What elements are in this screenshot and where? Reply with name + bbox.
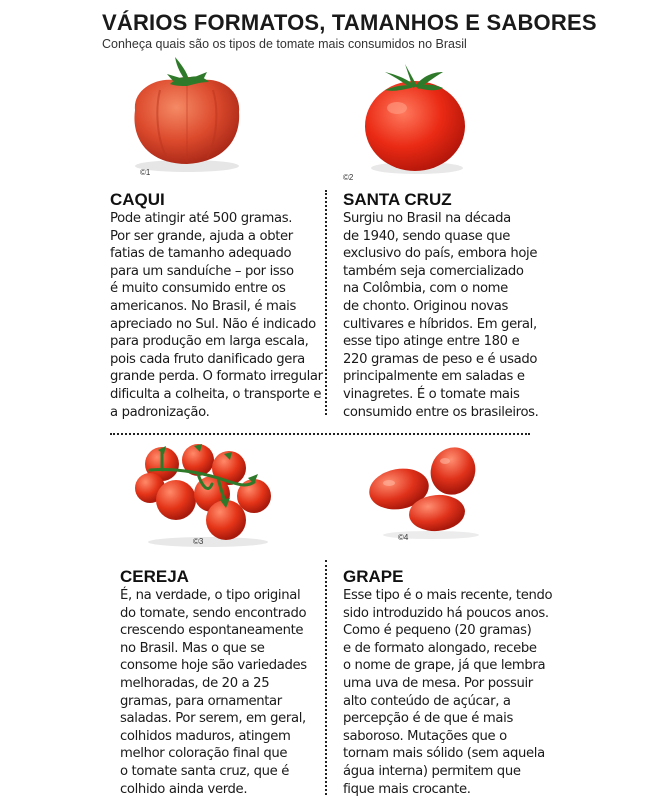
text-line: também seja comercializado [343, 263, 524, 279]
text-line: alto conteúdo de açúcar, a [343, 693, 511, 709]
text-line: uma uva de mesa. Por possuir [343, 675, 533, 691]
text-line: melhor coloração final que [120, 746, 288, 762]
text-line: fique mais crocante. [343, 781, 471, 797]
cereja-photo-credit: ©3 [193, 537, 204, 546]
cereja-tomato-image [128, 438, 283, 548]
santa-cruz-description [343, 210, 539, 421]
santa-cruz-photo-credit: ©2 [343, 173, 354, 182]
vertical-divider-top [325, 190, 327, 415]
vertical-divider-bottom [325, 560, 327, 795]
text-line: consumido entre os brasileiros. [343, 404, 539, 420]
caqui-heading: CAQUI [110, 190, 165, 209]
text-line: É, na verdade, o tipo original [120, 588, 301, 603]
caqui-description [110, 210, 323, 421]
text-line: no Brasil. Mas o que se [120, 640, 265, 656]
text-line: para produção em larga escala, [110, 334, 309, 350]
page-subtitle: Conheça quais são os tipos de tomate mais consumidos no Brasil [102, 37, 467, 51]
text-line: saboroso. Mutações que o [343, 728, 507, 744]
text-line: consome hoje são variedades [120, 658, 307, 674]
santa-cruz-heading: SANTA CRUZ [343, 190, 452, 209]
text-line: o nome de grape, já que lembra [343, 658, 546, 674]
text-line: colhido ainda verde. [120, 781, 248, 797]
text-line: a padronização. [110, 404, 210, 420]
text-line: grande perda. O formato irregular [110, 369, 323, 385]
text-line: saladas. Por serem, em geral, [120, 711, 306, 727]
text-line: água interna) permitem que [343, 763, 521, 779]
text-line: e de formato alongado, recebe [343, 640, 537, 656]
page-title: VÁRIOS FORMATOS, TAMANHOS E SABORES [102, 10, 597, 35]
text-line: cultivares e híbridos. Em geral, [343, 316, 537, 332]
horizontal-divider [110, 433, 530, 435]
text-line: do tomate, sendo encontrado [120, 605, 307, 621]
santa-cruz-tomato-image [355, 58, 475, 178]
text-line: esse tipo atinge entre 180 e [343, 334, 520, 350]
text-line: principalmente em saladas e [343, 369, 525, 385]
text-line: dificulta a colheita, o transporte e [110, 386, 322, 402]
text-line: Como é pequeno (20 gramas) [343, 623, 532, 639]
text-line: 220 gramas de peso e é usado [343, 351, 538, 367]
text-line: o tomate santa cruz, que é [120, 763, 290, 779]
caqui-tomato-image [115, 50, 255, 175]
text-line: na Colômbia, com o nome [343, 281, 508, 297]
text-line: percepção é de que é mais [343, 711, 513, 727]
text-line: para um sanduíche – por isso [110, 263, 294, 279]
text-line: Esse tipo é o mais recente, tendo [343, 588, 553, 603]
text-line: Pode atingir até 500 gramas. [110, 211, 293, 226]
text-line: melhoradas, de 20 a 25 [120, 675, 270, 691]
text-line: gramas, para ornamentar [120, 693, 282, 709]
text-line: tornam mais sólido (sem aquela [343, 746, 545, 762]
text-line: crescendo espontaneamente [120, 623, 304, 639]
text-line: apreciado no Sul. Não é indicado [110, 316, 316, 332]
text-line: Por ser grande, ajuda a obter [110, 228, 293, 244]
grape-heading: GRAPE [343, 567, 404, 586]
text-line: de chonto. Originou novas [343, 298, 509, 314]
text-line: vinagretes. É o tomate mais [343, 386, 520, 402]
cereja-heading: CEREJA [120, 567, 189, 586]
text-line: exclusivo do país, embora hoje [343, 246, 538, 262]
caqui-photo-credit: ©1 [140, 168, 151, 177]
grape-tomato-image [365, 445, 485, 540]
text-line: colhidos maduros, atingem [120, 728, 291, 744]
text-line: pois cada fruto danificado gera [110, 351, 305, 367]
text-line: sido introduzido há poucos anos. [343, 605, 549, 621]
text-line: de 1940, sendo quase que [343, 228, 511, 244]
text-line: é muito consumido entre os [110, 281, 286, 297]
cereja-description [120, 587, 307, 798]
grape-description [343, 587, 552, 798]
text-line: Surgiu no Brasil na década [343, 211, 511, 226]
text-line: americanos. No Brasil, é mais [110, 298, 297, 314]
text-line: fatias de tamanho adequado [110, 246, 292, 262]
grape-photo-credit: ©4 [398, 533, 409, 542]
